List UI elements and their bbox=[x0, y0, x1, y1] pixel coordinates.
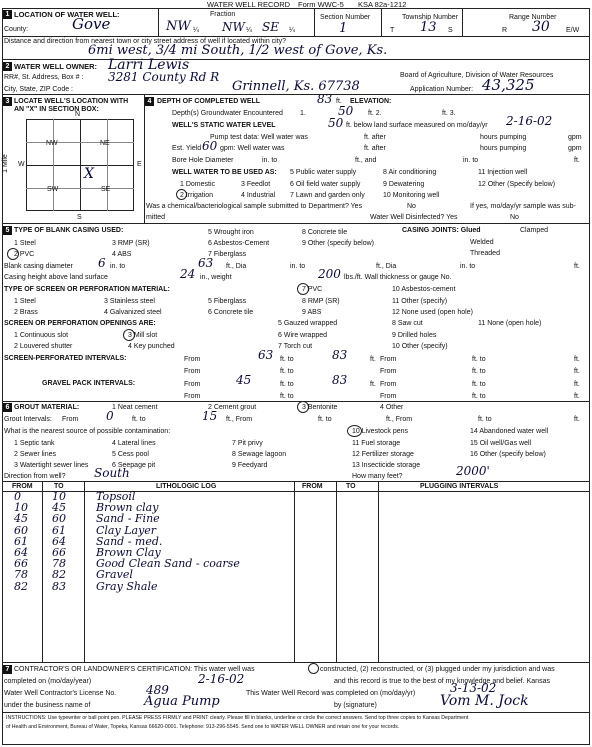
grout-ft3: ft. bbox=[574, 416, 580, 423]
screen-3: 3 Stainless steel bbox=[104, 298, 155, 305]
gpi-from-label4: From bbox=[380, 393, 397, 400]
log-desc-cell: Sand - med. bbox=[96, 534, 163, 548]
grout-3: 3 Bentonite bbox=[302, 404, 338, 411]
diameter-in2: in. to bbox=[290, 263, 306, 270]
license-value: 489 bbox=[146, 683, 169, 697]
address-label: RR#, St. Address, Box # : bbox=[4, 74, 84, 81]
joints-label: CASING JOINTS: Glued bbox=[402, 227, 481, 234]
contam-4: 4 Lateral lines bbox=[112, 440, 156, 447]
screen-10: 10 Asbestos-cement bbox=[392, 286, 456, 293]
gw-1: 1. bbox=[300, 110, 306, 117]
log-to-cell: 66 bbox=[52, 546, 66, 559]
grout-3-circle bbox=[297, 401, 309, 413]
casing-2: 2 PVC bbox=[14, 251, 35, 258]
section-7-number: 7 bbox=[3, 665, 12, 674]
gpi-to-label4: ft. to bbox=[472, 393, 486, 400]
cert-line1b: constructed, (2) reconstructed, or (3) plugged under my jurisdiction and was bbox=[320, 666, 555, 673]
log-to-header: TO bbox=[54, 483, 64, 490]
grout-ft: ft., From bbox=[226, 416, 253, 423]
log-to-cell: 10 bbox=[52, 490, 66, 503]
static-label: WELL'S STATIC WATER LEVEL bbox=[172, 122, 276, 129]
range-label: Range Number bbox=[509, 14, 557, 21]
log-desc-cell: Brown clay bbox=[96, 501, 159, 515]
quad-sw: SW bbox=[47, 186, 59, 193]
yield-value: 60 bbox=[202, 139, 218, 153]
spi-to-label3: ft. to bbox=[280, 368, 294, 375]
pump-after: ft. after bbox=[364, 134, 386, 141]
cert-line4: under the business name of bbox=[4, 702, 91, 709]
fraction-q3: SE bbox=[262, 20, 279, 34]
log-desc-cell: Clay Layer bbox=[96, 523, 157, 537]
location-label: LOCATION OF WATER WELL: bbox=[14, 10, 120, 19]
bore-in: in. to bbox=[262, 157, 278, 164]
open-6: 6 Wire wrapped bbox=[278, 332, 328, 339]
contam-14: 14 Abandoned water well bbox=[470, 428, 549, 435]
fraction-q1: NW bbox=[166, 19, 191, 34]
screen-2: 2 Brass bbox=[14, 309, 38, 316]
screen-8: 8 RMP (SR) bbox=[302, 298, 340, 305]
log-to-cell: 64 bbox=[52, 534, 66, 548]
bore-ft-end: ft. bbox=[574, 157, 580, 164]
casing-3: 3 RMP (SR) bbox=[112, 240, 150, 247]
depth-label: DEPTH OF COMPLETED WELL bbox=[157, 98, 261, 105]
diameter-value: 6 bbox=[98, 256, 106, 270]
screen-7-circle bbox=[297, 283, 309, 295]
casing-6: 6 Asbestos-Cement bbox=[208, 240, 270, 247]
weight-tail: lbs./ft. Wall thickness or gauge No. bbox=[344, 274, 452, 281]
township-label: Township Number bbox=[402, 14, 459, 21]
screen-label: TYPE OF SCREEN OR PERFORATION MATERIAL: bbox=[4, 286, 170, 293]
compass-n: N bbox=[75, 111, 81, 118]
use-1: 1 Domestic bbox=[180, 181, 216, 188]
log-plug-header: PLUGGING INTERVALS bbox=[420, 483, 499, 490]
depth-value: 83 bbox=[317, 92, 333, 106]
joints-welded: Welded bbox=[470, 239, 494, 246]
open-11: 11 None (open hole) bbox=[478, 320, 542, 327]
log-to-cell: 45 bbox=[52, 501, 66, 515]
log-desc-cell: Sand - Fine bbox=[96, 512, 160, 526]
spi-from-label2: From bbox=[380, 356, 397, 363]
gw-3: ft. 3. bbox=[442, 110, 456, 117]
use-2: 2 Irrigation bbox=[180, 192, 214, 199]
open-4: 4 Key punched bbox=[128, 343, 175, 350]
gpi-label: GRAVEL PACK INTERVALS: bbox=[42, 380, 136, 387]
distance-label: Distance and direction from nearest town or city street address of well if located within city? bbox=[4, 38, 287, 45]
locate-label-2: AN "X" IN SECTION BOX: bbox=[14, 106, 99, 113]
spi-ft2: ft. bbox=[574, 356, 580, 363]
grout-label: GROUT MATERIAL: bbox=[14, 404, 80, 411]
log-to-cell: 61 bbox=[52, 523, 66, 537]
contam-15: 15 Oil well/Gas well bbox=[470, 440, 532, 447]
gpi-ft: ft. bbox=[370, 381, 376, 388]
open-7: 7 Torch cut bbox=[278, 343, 313, 350]
gpi-to-label3: ft. to bbox=[280, 393, 294, 400]
spi-to-label2: ft. to bbox=[472, 356, 486, 363]
casing-label: TYPE OF BLANK CASING USED: bbox=[14, 227, 124, 234]
spi-label: SCREEN-PERFORATED INTERVALS: bbox=[4, 355, 127, 362]
section-5-number: 5 bbox=[3, 226, 12, 235]
section-3-number: 3 bbox=[3, 97, 12, 106]
completed-date: 2-16-02 bbox=[198, 672, 245, 686]
casing-1: 1 Steel bbox=[14, 240, 36, 247]
log-to-cell: 83 bbox=[52, 579, 66, 593]
record-date: 3-13-02 bbox=[450, 681, 497, 695]
quarter-symbol: ¼ bbox=[193, 27, 199, 34]
use-12: 12 Other (Specify below) bbox=[478, 181, 556, 188]
use-2-circle bbox=[176, 189, 187, 200]
height-in: in., weight bbox=[200, 274, 232, 281]
contam-10-circle bbox=[347, 425, 362, 437]
grout-from: 0 bbox=[106, 409, 114, 423]
city-label: City, State, ZIP Code : bbox=[4, 86, 73, 93]
spi-ft: ft. bbox=[370, 356, 376, 363]
cert-line2: completed on (mo/day/year) bbox=[4, 678, 92, 685]
casing-4: 4 ABS bbox=[112, 251, 132, 258]
spi-to: 83 bbox=[332, 348, 348, 362]
howmany-label: How many feet? bbox=[352, 473, 403, 480]
address-value: 3281 County Rd R bbox=[108, 70, 220, 84]
constructed-circle bbox=[308, 663, 319, 674]
chem-no: No bbox=[407, 203, 416, 210]
open-10: 10 Other (specify) bbox=[392, 343, 448, 350]
contam-3: 3 Watertight sewer lines bbox=[14, 462, 89, 469]
log-to-cell: 78 bbox=[52, 557, 66, 571]
log-desc-cell: Topsoil bbox=[96, 490, 136, 503]
bore-in2: in. to bbox=[463, 157, 479, 164]
feet-value: 2000' bbox=[456, 464, 490, 478]
gpi-to-label: ft. to bbox=[280, 381, 294, 388]
contam-2: 2 Sewer lines bbox=[14, 451, 57, 458]
static-value: 50 bbox=[328, 116, 344, 130]
direction-value: South bbox=[94, 466, 130, 480]
use-10: 10 Monitoring well bbox=[383, 192, 440, 199]
section-2-number: 2 bbox=[3, 62, 12, 71]
screen-11: 11 Other (specify) bbox=[392, 298, 448, 305]
spi-from: 63 bbox=[258, 348, 274, 362]
log-desc-cell: Brown Clay bbox=[96, 546, 161, 559]
openings-label: SCREEN OR PERFORATION OPENINGS ARE: bbox=[4, 320, 156, 327]
joints-threaded: Threaded bbox=[470, 250, 500, 257]
screen-4: 4 Galvanized steel bbox=[104, 309, 162, 316]
height-label: Casing height above land surface bbox=[4, 274, 108, 281]
locate-label: LOCATE WELL'S LOCATION WITH bbox=[14, 98, 129, 105]
grout-4: 4 Other bbox=[380, 404, 404, 411]
cert-line2b: and this record is true to the best of my knowledge and belief. Kansas bbox=[334, 678, 550, 685]
log-from-cell: 45 bbox=[14, 512, 28, 526]
gpi-from: 45 bbox=[236, 373, 252, 387]
contam-12: 12 Fertilizer storage bbox=[352, 451, 414, 458]
use-3: 3 Feedlot bbox=[241, 181, 271, 188]
log-from-header: FROM bbox=[12, 483, 33, 490]
screen-1: 1 Steel bbox=[14, 298, 36, 305]
pump-hours: hours pumping bbox=[480, 134, 527, 141]
log-from-cell: 64 bbox=[14, 546, 28, 559]
yield-label: Est. Yield bbox=[172, 145, 202, 152]
depth-ft: ft. bbox=[336, 98, 342, 105]
section-6-number: 6 bbox=[3, 403, 12, 412]
log-from-cell: 82 bbox=[14, 579, 28, 593]
board-label: Board of Agriculture, Division of Water Resources bbox=[400, 72, 554, 79]
pump-gpm: gpm bbox=[568, 134, 582, 141]
township-t: T bbox=[390, 27, 395, 34]
spi-from-label3: From bbox=[184, 368, 201, 375]
contam-1: 1 Septic tank bbox=[14, 440, 55, 447]
gpi-ft2: ft. bbox=[574, 381, 580, 388]
bore-ft: ft., and bbox=[355, 157, 377, 164]
casing-2-circle bbox=[7, 248, 19, 260]
joints-clamped: Clamped bbox=[520, 227, 549, 234]
mile-label: 1 Mile bbox=[1, 154, 9, 173]
log-to2-header: TO bbox=[346, 483, 356, 490]
grout-ft2: ft., From bbox=[386, 416, 413, 423]
gpi-ft3: ft. bbox=[574, 393, 580, 400]
diameter-ft3: ft. bbox=[574, 263, 580, 270]
contam-6: 6 Seepage pit bbox=[112, 462, 156, 469]
contamination-label: What is the nearest source of possible contamination: bbox=[4, 428, 171, 435]
contam-10: 10 Livestock pens bbox=[352, 428, 409, 435]
use-6: 6 Oil field water supply bbox=[290, 181, 361, 188]
application-label: Application Number: bbox=[410, 86, 474, 93]
signature: Vom M. Jock bbox=[440, 693, 529, 709]
quarter-symbol: ¼ bbox=[246, 27, 252, 34]
elevation-label: ELEVATION: bbox=[350, 98, 392, 105]
quad-se: SE bbox=[101, 186, 111, 193]
disinfect-label: Water Well Disinfected? Yes bbox=[370, 214, 458, 221]
yield-gpm: gpm bbox=[568, 145, 582, 152]
weight-value: 200 bbox=[318, 267, 341, 281]
use-4: 4 Industrial bbox=[241, 192, 276, 199]
grout-2: 2 Cement grout bbox=[208, 404, 257, 411]
grout-1: 1 Neat cement bbox=[112, 404, 158, 411]
grout-to-label3: ft. to bbox=[478, 416, 492, 423]
diameter-tail: ft., Dia bbox=[226, 263, 247, 270]
diameter-label: Blank casing diameter bbox=[4, 263, 73, 270]
owner-label: WATER WELL OWNER: bbox=[14, 62, 98, 71]
county-label: County: bbox=[4, 26, 29, 33]
cert-line3b: This Water Well Record was completed on (mo/day/yr) bbox=[246, 690, 416, 697]
yield-after: ft. after bbox=[364, 145, 386, 152]
screen-9: 9 ABS bbox=[302, 309, 322, 316]
log-from-cell: 60 bbox=[14, 523, 28, 537]
section-number-value: 1 bbox=[339, 21, 348, 36]
grout-to-label: ft. to bbox=[132, 416, 146, 423]
county-value: Gove bbox=[72, 15, 111, 33]
distance-value: 6mi west, 3/4 mi South, 1/2 west of Gove, Ks. bbox=[88, 43, 388, 58]
spi-ft3: ft. bbox=[574, 368, 580, 375]
open-2: 2 Louvered shutter bbox=[14, 343, 73, 350]
contam-13: 13 Insecticide storage bbox=[352, 462, 421, 469]
chem-tail2: mitted bbox=[146, 214, 166, 221]
screen-5: 5 Fiberglass bbox=[208, 298, 247, 305]
use-5: 5 Public water supply bbox=[290, 169, 357, 176]
contam-16: 16 Other (specify below) bbox=[470, 451, 546, 458]
disinfect-no: No bbox=[510, 214, 519, 221]
use-8: 8 Air conditioning bbox=[383, 169, 437, 176]
grout-interval-label: Grout Intervals: bbox=[4, 416, 52, 423]
log-desc-cell: Gray Shale bbox=[96, 579, 158, 593]
diameter-in: in. to bbox=[110, 263, 126, 270]
diameter-ft2: ft., Dia bbox=[376, 263, 397, 270]
gpi-from-label: From bbox=[184, 381, 201, 388]
compass-w: W bbox=[18, 161, 25, 168]
height-value: 24 bbox=[180, 267, 196, 281]
township-s: S bbox=[448, 27, 453, 34]
range-r: R bbox=[502, 27, 508, 34]
section-4-number: 4 bbox=[145, 97, 154, 106]
business-name: Agua Pump bbox=[144, 694, 220, 709]
section-1-number: 1 bbox=[3, 10, 12, 19]
casing-8: 8 Concrete tile bbox=[302, 229, 348, 236]
cert-line3: Water Well Contractor's License No. bbox=[4, 690, 117, 697]
compass-s: S bbox=[77, 214, 82, 221]
open-1: 1 Continuous slot bbox=[14, 332, 69, 339]
form-number: Form WWC-5 bbox=[298, 0, 344, 9]
instructions-line1: INSTRUCTIONS: Use typewriter or ball point pen. PLEASE PRESS FIRMLY and PRINT clearly. Please fill in blanks, underline or circle the correct answers. Send top three copies to Kansas Department bbox=[6, 715, 469, 721]
open-8: 8 Saw cut bbox=[392, 320, 423, 327]
use-9: 9 Dewatering bbox=[383, 181, 425, 188]
fraction-label: Fraction bbox=[210, 11, 236, 18]
log-from-cell: 61 bbox=[14, 534, 28, 548]
screen-7: 7 PVC bbox=[302, 286, 323, 293]
compass-e: E bbox=[137, 161, 142, 168]
chem-tail: If yes, mo/day/yr sample was sub- bbox=[470, 203, 576, 210]
casing-5: 5 Wrought iron bbox=[208, 229, 254, 236]
well-location-x: X bbox=[84, 166, 94, 182]
instructions-line2: of Health and Environment, Bureau of Water, Topeka, Kansas 66620-0001. Telephone: 913-296-5545. Send one to WATER WELL OWNER and retain one for your records. bbox=[6, 724, 400, 730]
log-from-cell: 0 bbox=[14, 490, 21, 503]
gw-2: ft. 2. bbox=[368, 110, 382, 117]
pump-test-label: Pump test data: Well water was bbox=[210, 134, 308, 141]
log-litho-header: LITHOLOGIC LOG bbox=[156, 483, 217, 490]
log-desc-cell: Good Clean Sand - coarse bbox=[96, 557, 240, 571]
quarter-symbol: ¼ bbox=[289, 27, 295, 34]
form-title: WATER WELL RECORD bbox=[207, 0, 291, 9]
range-value: 30 bbox=[532, 19, 550, 35]
contam-7: 7 Pit privy bbox=[232, 440, 263, 447]
owner-value: Larri Lewis bbox=[108, 57, 190, 73]
grout-from-label: From bbox=[62, 416, 79, 423]
use-11: 11 Injection well bbox=[478, 169, 528, 176]
contam-5: 5 Cess pool bbox=[112, 451, 149, 458]
static-date: 2-16-02 bbox=[506, 114, 553, 128]
chem-label: Was a chemical/bacteriological sample submitted to Department? Yes bbox=[146, 203, 363, 210]
open-9: 9 Drilled holes bbox=[392, 332, 437, 339]
gpi-to: 83 bbox=[332, 373, 348, 387]
open-3: 3 Mill slot bbox=[128, 332, 158, 339]
static-tail: ft. below land surface measured on mo/day/yr bbox=[346, 122, 488, 129]
application-value: 43,325 bbox=[482, 76, 535, 94]
log-from-cell: 10 bbox=[14, 501, 28, 515]
screen-12: 12 None used (open hole) bbox=[392, 309, 473, 316]
bore-label: Bore Hole Diameter bbox=[172, 157, 234, 164]
grout-to-label2: ft. to bbox=[318, 416, 332, 423]
contam-8: 8 Sewage lagoon bbox=[232, 451, 287, 458]
gpi-from-label3: From bbox=[184, 393, 201, 400]
yield-hours: hours pumping bbox=[480, 145, 527, 152]
fraction-q2: NW bbox=[222, 20, 245, 34]
section-number-label: Section Number bbox=[320, 14, 371, 21]
diameter-in3: in. to bbox=[460, 263, 476, 270]
use-7: 7 Lawn and garden only bbox=[290, 192, 365, 199]
spi-from-label: From bbox=[184, 356, 201, 363]
cert-line1: CONTRACTOR'S OR LANDOWNER'S CERTIFICATION: This water well was bbox=[14, 666, 255, 673]
diameter-depth: 63 bbox=[198, 256, 214, 270]
casing-9: 9 Other (specify below) bbox=[302, 240, 374, 247]
quad-nw: NW bbox=[46, 140, 58, 147]
open-5: 5 Gauzed wrapped bbox=[278, 320, 338, 327]
use-label: WELL WATER TO BE USED AS: bbox=[172, 169, 277, 176]
quad-ne: NE bbox=[100, 140, 110, 147]
gpi-to-label2: ft. to bbox=[472, 381, 486, 388]
contam-11: 11 Fuel storage bbox=[352, 440, 401, 447]
screen-6: 6 Concrete tile bbox=[208, 309, 254, 316]
direction-label: Direction from well? bbox=[4, 473, 66, 480]
gpi-from-label2: From bbox=[380, 381, 397, 388]
groundwater-value: 50 bbox=[338, 104, 354, 118]
contam-9: 9 Feedyard bbox=[232, 462, 268, 469]
casing-7: 7 Fiberglass bbox=[208, 251, 247, 258]
yield-mid: gpm: Well water was bbox=[220, 145, 285, 152]
spi-from-label4: From bbox=[380, 368, 397, 375]
form-statute: KSA 82a-1212 bbox=[358, 0, 407, 9]
open-3-circle bbox=[123, 329, 135, 341]
grout-to: 15 bbox=[202, 409, 218, 423]
log-from2-header: FROM bbox=[302, 483, 323, 490]
log-from-cell: 66 bbox=[14, 557, 28, 571]
range-ew: E/W bbox=[566, 27, 580, 34]
city-value: Grinnell, Ks. 67738 bbox=[232, 79, 360, 94]
groundwater-label: Depth(s) Groundwater Encountered bbox=[172, 110, 283, 117]
cert-line4b: by (signature) bbox=[334, 702, 377, 709]
log-desc-cell: Gravel bbox=[96, 568, 133, 582]
log-to-cell: 60 bbox=[52, 512, 66, 526]
spi-to-label4: ft. to bbox=[472, 368, 486, 375]
log-to-cell: 82 bbox=[52, 568, 66, 582]
spi-to-label: ft. to bbox=[280, 356, 294, 363]
log-from-cell: 78 bbox=[14, 568, 28, 582]
township-value: 13 bbox=[420, 20, 437, 35]
